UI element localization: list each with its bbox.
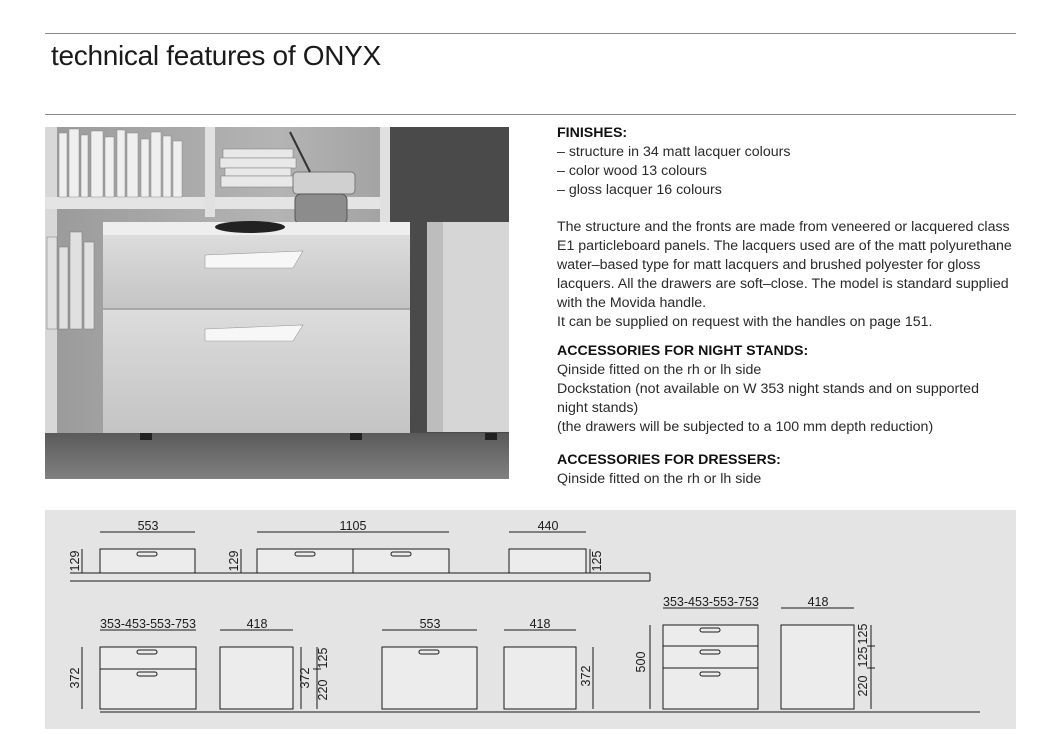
dim-label: 125 [590,550,604,572]
dim-label: 440 [537,519,559,533]
dim-label: 353-453-553-753 [663,595,759,609]
dim-label: 553 [419,617,441,631]
dressers-heading: ACCESSORIES FOR DRESSERS: [557,452,781,468]
dim-label: 129 [68,550,82,572]
finish-item: – color wood 13 colours [557,163,707,179]
description-line: E1 particleboard panels. The lacquers used are of the matt polyurethane [557,238,1012,254]
technical-drawings [45,510,1016,729]
dim-label: 372 [579,665,593,687]
product-photo [45,127,509,479]
night-stands-line: night stands) [557,400,639,416]
dim-label: 220 [856,675,870,697]
description-line: The structure and the fronts are made from veneered or lacquered class [557,219,1010,235]
dim-label: 553 [137,519,159,533]
description-line: lacquers. All the drawers are soft–close. The model is standard supplied [557,276,1009,292]
finishes-heading: FINISHES: [557,125,628,141]
dressers-line: Qinside fitted on the rh or lh side [557,471,762,487]
dim-label: 125 [316,647,330,669]
finish-item: – gloss lacquer 16 colours [557,182,722,198]
dim-label: 353-453-553-753 [100,617,196,631]
description-line: water–based type for matt lacquers and brushed polyester for gloss [557,257,981,273]
dim-label: 125 [856,623,870,645]
dim-label: 1105 [339,519,367,533]
description-line: with the Movida handle. [557,295,707,311]
description-line: It can be supplied on request with the handles on page 151. [557,314,933,330]
dim-label: 372 [68,667,82,689]
dim-label: 500 [634,651,648,673]
dim-label: 129 [227,550,241,572]
dim-label: 220 [316,679,330,701]
night-stands-line: Qinside fitted on the rh or lh side [557,362,762,378]
dim-label: 372 [298,667,312,689]
night-stands-line: Dockstation (not available on W 353 night stands and on supported [557,381,979,397]
section-divider [45,114,1016,115]
top-divider [45,33,1016,34]
finish-item: – structure in 34 matt lacquer colours [557,144,791,160]
page-title: technical features of ONYX [51,40,381,71]
dim-label: 418 [807,595,829,609]
specification-text [557,124,1027,489]
night-stands-heading: ACCESSORIES FOR NIGHT STANDS: [557,343,809,359]
dim-label: 418 [246,617,268,631]
dim-label: 418 [529,617,551,631]
dim-label: 125 [856,646,870,668]
night-stands-line: (the drawers will be subjected to a 100 mm depth reduction) [557,419,934,435]
